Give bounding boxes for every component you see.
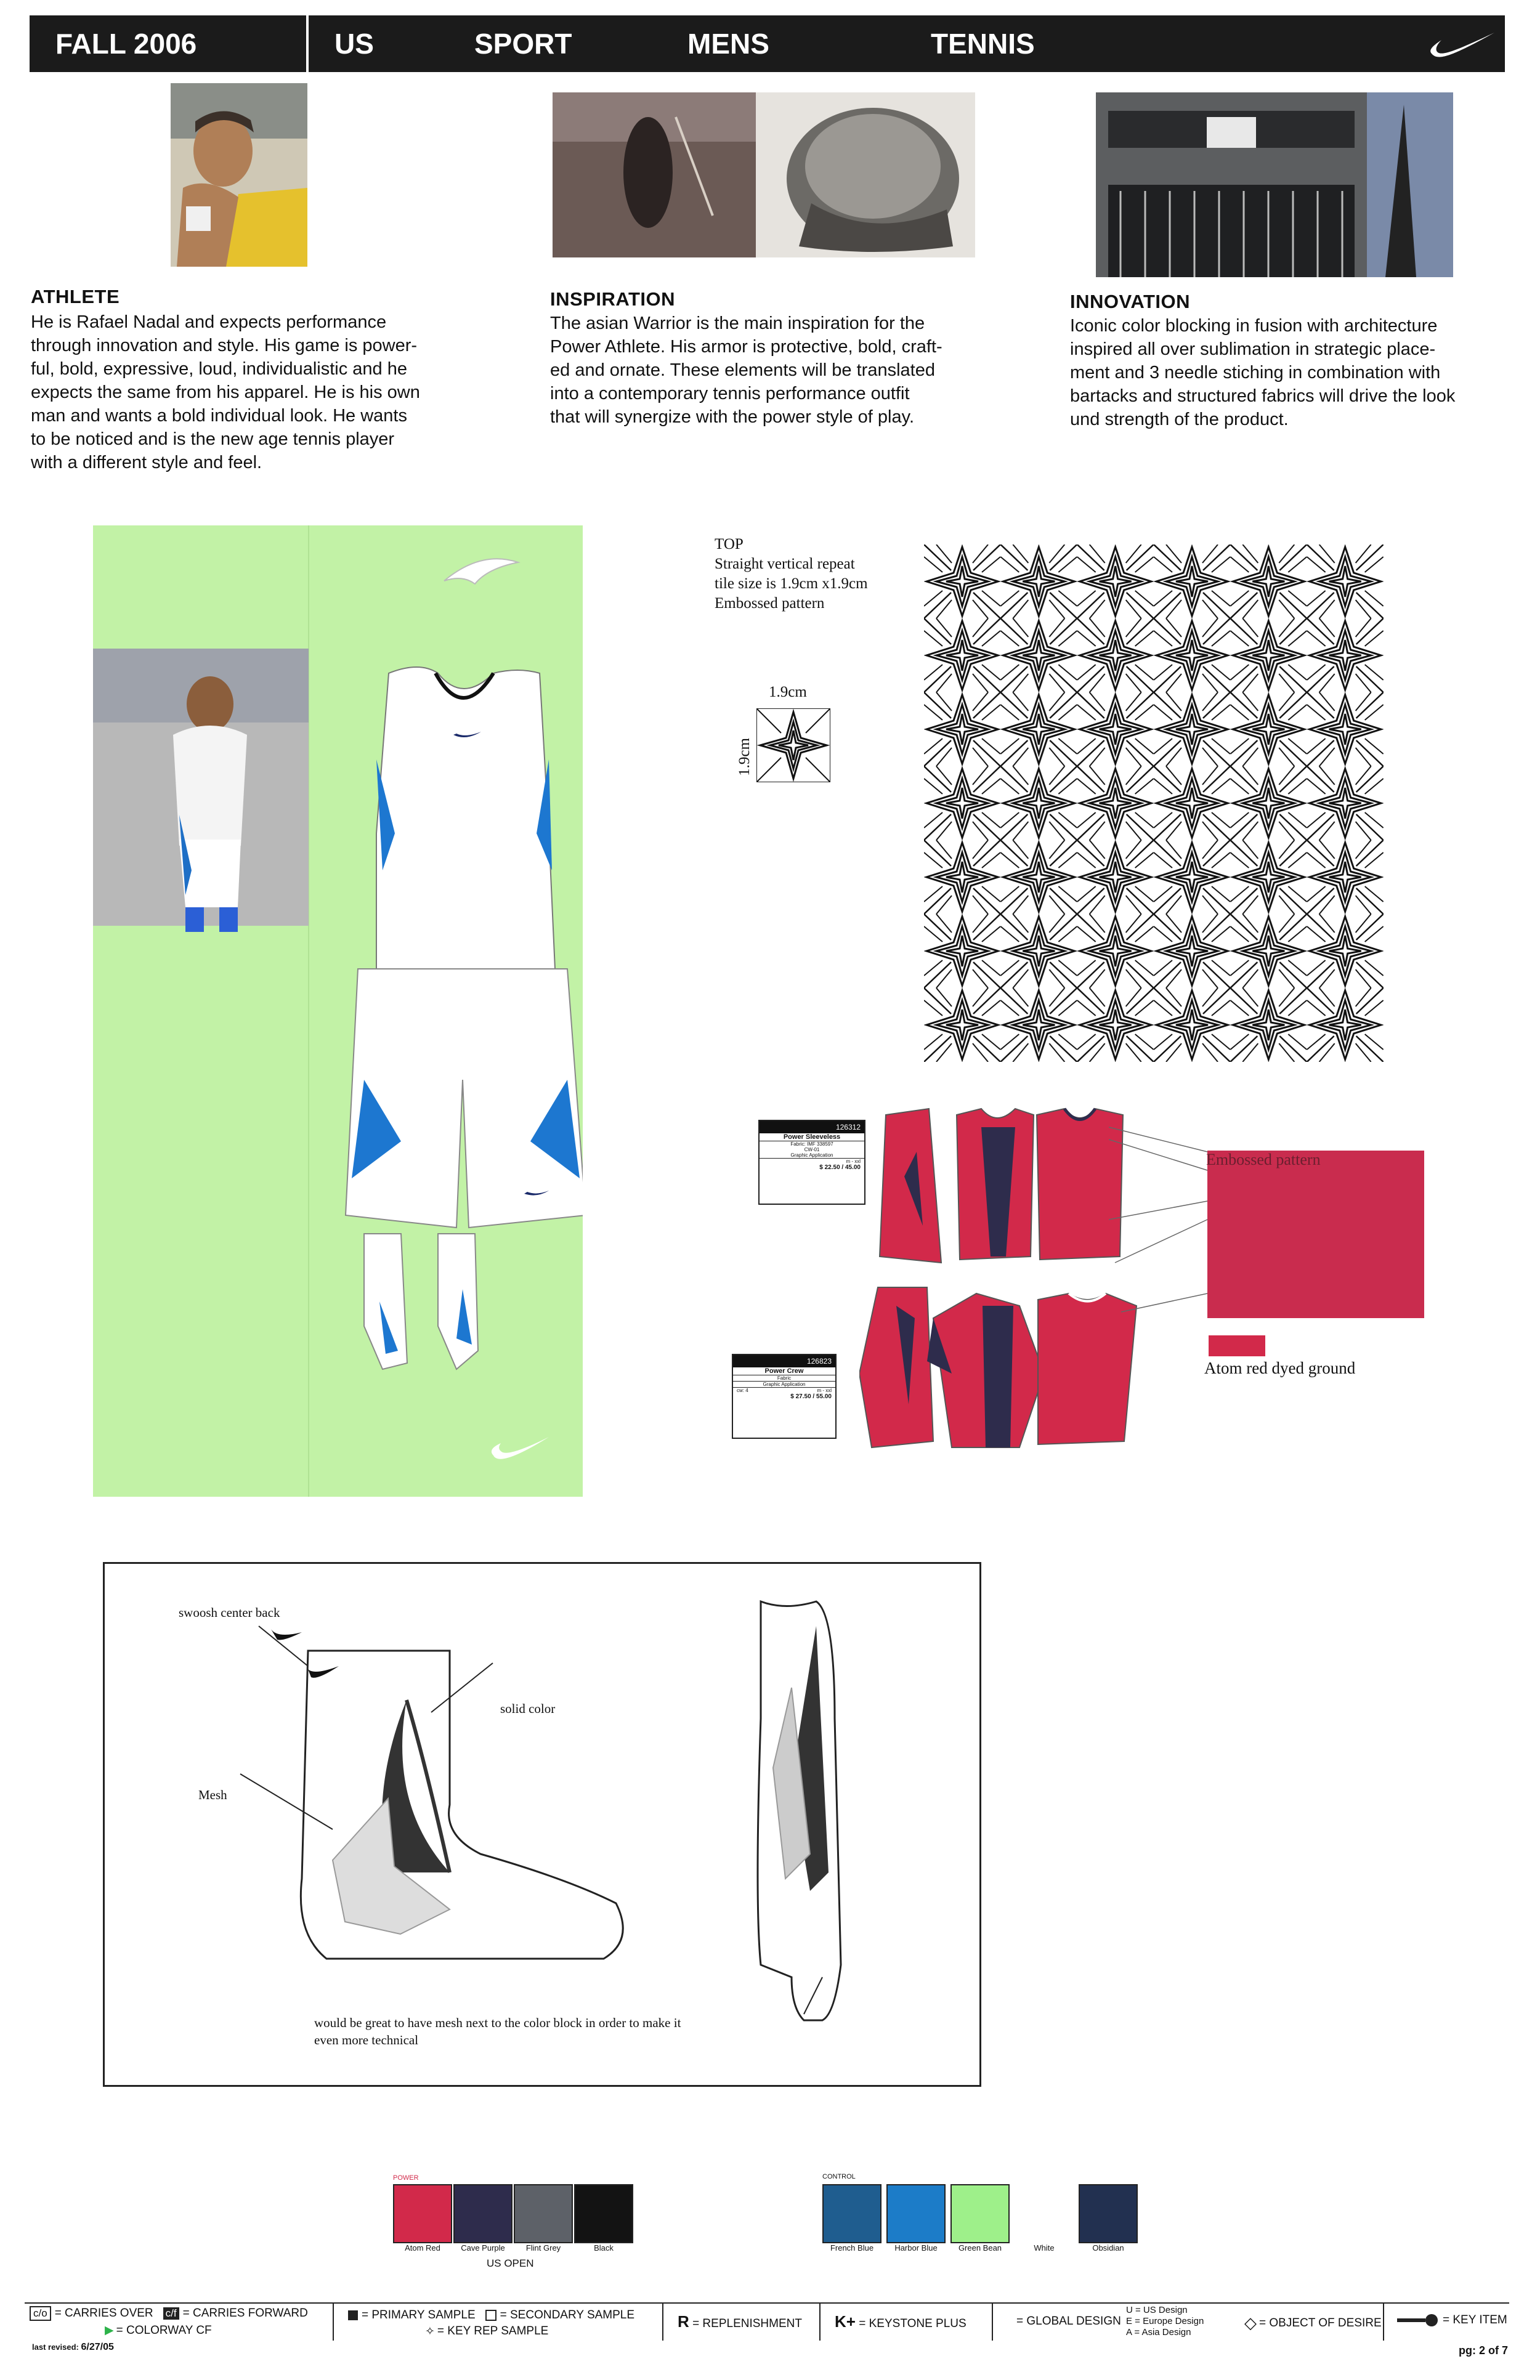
product-card-sleeveless [758,1120,865,1205]
power-group-label: POWER [393,2174,419,2182]
style-number: 126823 [733,1355,835,1367]
primary-square-icon [348,2310,358,2320]
style-number: 126312 [760,1121,864,1133]
athlete-heading: ATHLETE [31,286,120,307]
style-name: Power Sleeveless [760,1133,864,1141]
swatch-atom-red: Atom Red [393,2184,452,2252]
us-open-label: US OPEN [487,2257,534,2269]
price: $ 22.50 / 45.00 [819,1164,861,1171]
legend-divider [333,2304,334,2341]
embossed-label: Embossed pattern [1206,1151,1321,1168]
control-swatches [822,2184,1138,2252]
ground-color-swatch [1209,1335,1265,1356]
athlete-photo [171,83,307,267]
graphic-application: Graphic Application [760,1152,864,1159]
gem-icon: ◇ [1244,2313,1257,2332]
inspiration-body: The asian Warrior is the main inspiration for the Power Athlete. His armor is protective, bold, craft- ed and ornate. These elements will be translated into a contemporary tennis performance outfit that will synergize with the power style of play. [550,314,942,427]
solid-color-note: solid color [500,1701,556,1716]
legend-divider [819,2304,821,2341]
header-divider [306,15,309,72]
tile-width-label: 1.9cm [769,684,807,700]
legend-divider [662,2304,663,2341]
outfit-board [93,525,583,1497]
legend-divider [992,2304,993,2341]
green-arrow-icon: ▶ [105,2324,114,2337]
footer-rule [25,2302,1509,2304]
secondary-square-icon [485,2310,496,2321]
swatch-obsidian: Obsidian [1079,2184,1138,2252]
swatch-green-bean: Green Bean [950,2184,1010,2252]
legend-global: = GLOBAL DESIGN [1016,2315,1121,2328]
innovation-heading: INNOVATION [1070,291,1191,312]
sport-label: TENNIS [931,28,1035,60]
swatch-white: White [1015,2184,1074,2252]
inspiration-photo [553,92,975,257]
inspiration-heading: INSPIRATION [550,288,675,310]
header-bar [30,15,1505,72]
swoosh-icon [1429,26,1497,60]
leader-lines [1109,1109,1220,1367]
size-range: m - xxl [817,1388,832,1393]
power-swatches [393,2184,633,2252]
region-label: US [334,28,374,60]
swatch-harbor-blue: Harbor Blue [886,2184,946,2252]
legend-keystone: K+ = KEYSTONE PLUS [835,2312,967,2331]
price: $ 27.50 / 55.00 [790,1393,832,1400]
page-number: pg: 2 of 7 [1459,2344,1508,2357]
size-range: m - xxl [846,1159,861,1164]
fabric-code: Fabric [733,1375,835,1382]
innovation-photo [1096,92,1453,277]
legend-colorway-cf: ▶ = COLORWAY CF [105,2323,212,2337]
legend-object-of-desire: ◇ = OBJECT OF DESIRE [1244,2313,1382,2332]
pattern-tile [756,708,830,782]
sock-back-view [748,1595,878,2026]
legend-key-item: = KEY ITEM [1397,2313,1507,2327]
style-name: Power Crew [733,1367,835,1375]
ground-label: Atom red dyed ground [1204,1359,1356,1377]
category-label: SPORT [474,28,572,60]
innovation-body: Iconic color blocking in fusion with architecture inspired all over sublimation in strategic place- ment and 3 needle stiching in combination with bartacks and structured fabrics will drive the look und strength of the product. [1070,316,1456,429]
swatch-cave-purple: Cave Purple [453,2184,513,2252]
swatch-french-blue: French Blue [822,2184,881,2252]
product-card-crew [732,1354,837,1439]
sock-bottom-note: would be great to have mesh next to the color block in order to make it even more technical [314,2015,681,2047]
athlete-body: He is Rafael Nadal and expects performance through innovation and style. His game is power- ful, bold, expressive, loud, individualistic and he expects the same from his apparel. He is his own man and wants a bold individual look. He wants to be noticed and is the new age tennis player with a different style and feel. [31,312,420,472]
sock-side-view [185,1589,653,2020]
carries-over-text: = CARRIES OVER [54,2307,153,2320]
carries-forward-box: c/f [163,2307,179,2320]
legend-keyrep: ✧ = KEY REP SAMPLE [425,2325,549,2338]
tile-height-label: 1.9cm [736,738,753,776]
legend-samples: = PRIMARY SAMPLE = SECONDARY SAMPLE [348,2309,634,2322]
swoosh-note: swoosh center back [179,1605,280,1620]
key-icon [1397,2313,1440,2327]
swatch-flint-grey: Flint Grey [514,2184,573,2252]
graphic-application: Graphic Application [733,1382,835,1388]
pattern-spec-label: TOP Straight vertical repeat tile size is 1.9cm x1.9cm Embossed pattern [715,536,868,612]
sleeveless-top-views [873,1103,1127,1278]
crew-top-views [859,1281,1143,1460]
control-group-label: CONTROL [822,2173,856,2180]
colorway: CW-01 [804,1147,820,1152]
gender-label: MENS [687,28,769,60]
carries-forward-text: = CARRIES FORWARD [182,2307,308,2320]
diamond-icon: ✧ [425,2325,435,2338]
legend-replenishment: R = REPLENISHMENT [678,2312,802,2331]
season-label: FALL 2006 [55,28,197,60]
legend-design-regions: U = US Design E = Europe Design A = Asia Design [1126,2305,1204,2338]
legend-divider [1383,2304,1384,2341]
legend-carry [30,2306,308,2321]
swatch-black: Black [574,2184,633,2252]
embossed-fabric-swatch [1207,1151,1424,1318]
embossed-pattern-repeat [924,544,1384,1062]
mesh-note: Mesh [198,1787,227,1802]
colorway: cw: 4 [737,1388,748,1393]
carries-over-box: c/o [30,2306,51,2321]
fabric-code: Fabric: IMF 338597 [790,1141,833,1147]
last-revised: last revised: 6/27/05 [32,2342,114,2352]
